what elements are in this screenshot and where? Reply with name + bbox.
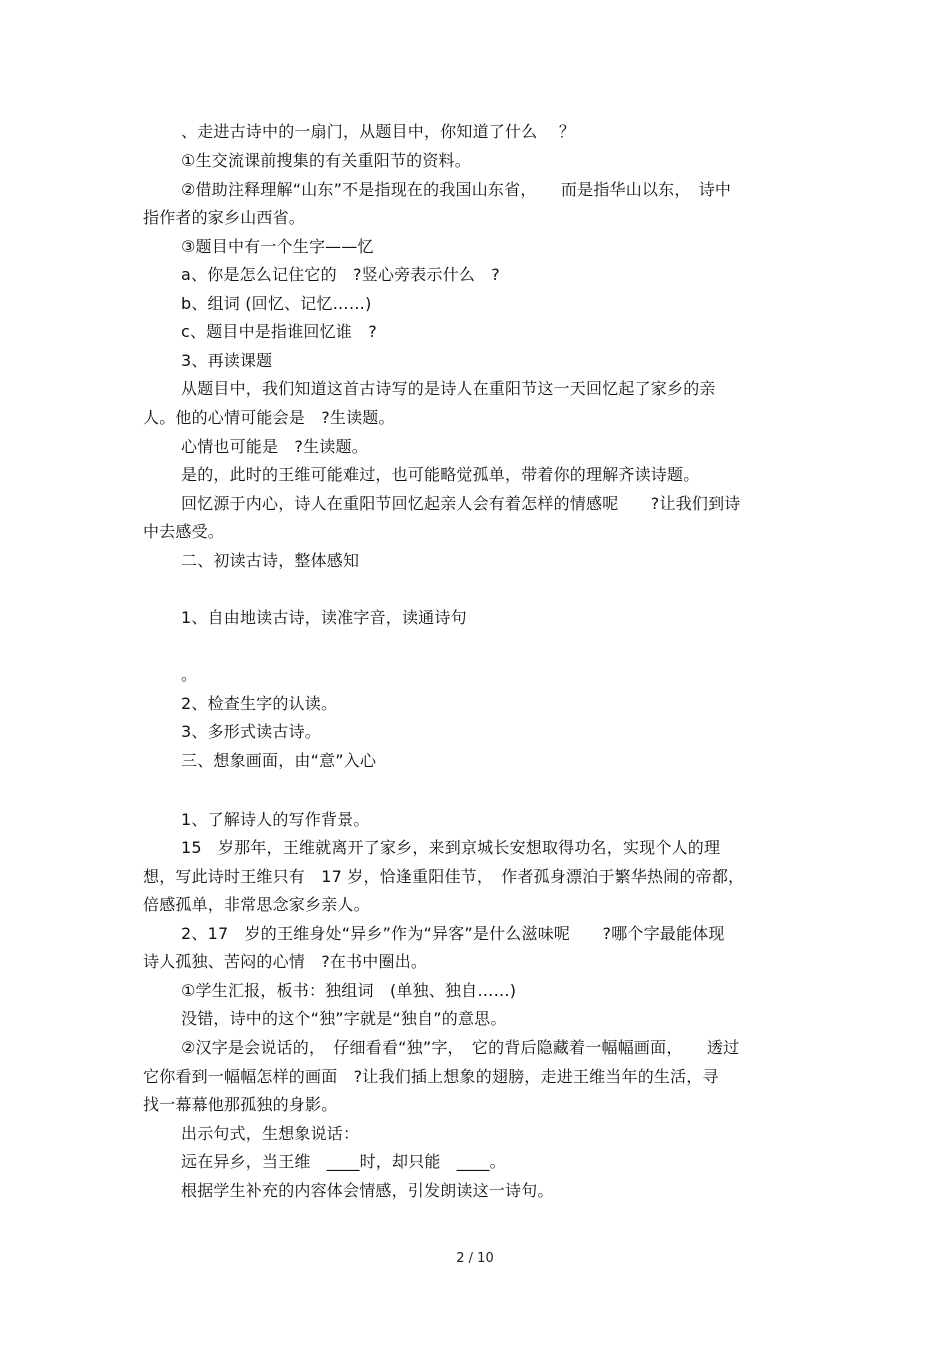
text-line: 想，写此诗时王维只有 17 岁，恰逢重阳佳节， 作者孤身漂泊于繁华热闹的帝都， <box>143 867 745 886</box>
text-line: 2、检查生字的认读。 <box>181 694 338 713</box>
text-line: ②汉字是会说话的， 仔细看看“独”字， 它的背后隐藏着一幅幅画面， 透过 <box>181 1038 740 1057</box>
text-line: ①生交流课前搜集的有关重阳节的资料。 <box>181 151 471 170</box>
text-line: 1、了解诗人的写作背景。 <box>181 810 370 829</box>
page-number: 2 / 10 <box>456 1251 494 1266</box>
text-line: 指作者的家乡山西省。 <box>143 208 306 227</box>
text-line: a、你是怎么记住它的 ?竖心旁表示什么 ? <box>181 265 500 284</box>
text-line: ②借助注释理解“山东”不是指现在的我国山东省， 而是指华山以东， 诗中 <box>181 180 732 199</box>
text-line: 心情也可能是 ?生读题。 <box>181 437 368 456</box>
text-line: 3、多形式读古诗。 <box>181 722 321 741</box>
text-line: 倍感孤单，非常思念家乡亲人。 <box>143 895 370 914</box>
text-line: 它你看到一幅幅怎样的画面 ?让我们插上想象的翅膀，走进王维当年的生活，寻 <box>143 1067 719 1086</box>
text-line: 3、再读课题 <box>181 351 273 370</box>
section-heading: 三、想象画面，由“意”入心 <box>181 751 377 770</box>
text-line: ①学生汇报，板书：独组词 (单独、独自……) <box>181 981 517 1000</box>
text-line: 15 岁那年，王维就离开了家乡，来到京城长安想取得功名，实现个人的理 <box>181 838 721 857</box>
text-line: c、题目中是指谁回忆谁 ? <box>181 322 377 341</box>
text-line: 回忆源于内心，诗人在重阳节回忆起亲人会有着怎样的情感呢 ?让我们到诗 <box>181 494 741 513</box>
text-line: 远在异乡，当王维 ____时，却只能 ____。 <box>181 1152 506 1171</box>
text-line: 找一幕幕他那孤独的身影。 <box>143 1095 338 1114</box>
text-line: 从题目中，我们知道这首古诗写的是诗人在重阳节这一天回忆起了家乡的亲 <box>181 379 716 398</box>
text-line: b、组词 (回忆、记忆……) <box>181 294 372 313</box>
text-line: 诗人孤独、苦闷的心情 ?在书中圈出。 <box>143 952 428 971</box>
text-line: 1、自由地读古诗，读准字音，读通诗句 <box>181 608 467 627</box>
text-line: 出示句式，生想象说话： <box>181 1124 360 1143</box>
text-line: 。 <box>181 665 198 684</box>
text-line: 人。他的心情可能会是 ?生读题。 <box>143 408 395 427</box>
text-line: 没错，诗中的这个“独”字就是“独自”的意思。 <box>181 1009 507 1028</box>
section-heading: 二、初读古诗，整体感知 <box>181 551 360 570</box>
text-line: 2、17 岁的王维身处“异乡”作为“异客”是什么滋味呢 ?哪个字最能体现 <box>181 924 725 943</box>
text-line: 中去感受。 <box>143 522 225 541</box>
text-line: 是的，此时的王维可能难过，也可能略觉孤单，带着你的理解齐读诗题。 <box>181 465 700 484</box>
text-line: 根据学生补充的内容体会情感，引发朗读这一诗句。 <box>181 1181 554 1200</box>
text-line: ③题目中有一个生字——忆 <box>181 237 374 256</box>
text-line: 、走进古诗中的一扇门，从题目中，你知道了什么 ？ <box>181 122 576 141</box>
